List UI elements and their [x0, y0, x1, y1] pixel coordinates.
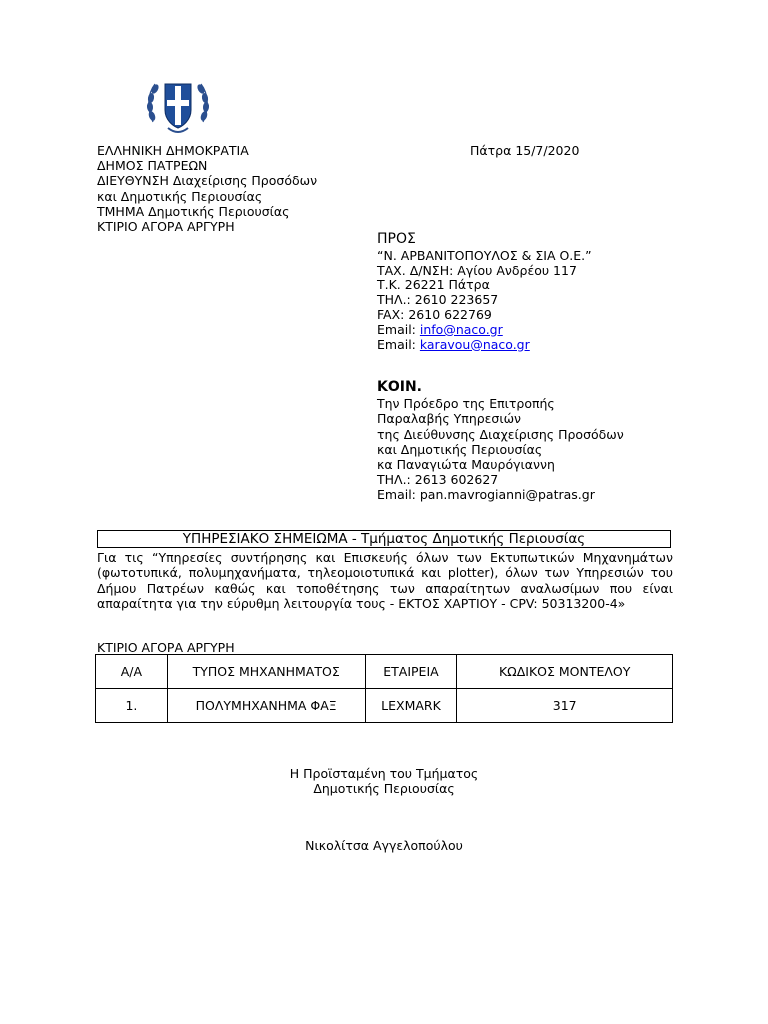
sender-line: ΤΜΗΜΑ Δημοτικής Περιουσίας	[97, 203, 290, 219]
signature-title-line: Η Προϊσταμένη του Τμήματος	[289, 766, 479, 781]
machines-table	[95, 654, 673, 723]
email-link-karavou[interactable]: karavou@naco.gr	[419, 336, 530, 352]
signature-title	[0, 766, 768, 796]
sender-line: ΔΙΕΥΘΥΝΣΗ Διαχείρισης Προσόδων	[97, 173, 318, 189]
email-label: Email:	[377, 336, 420, 352]
cc-line: κα Παναγιώτα Μαυρόγιαννη	[377, 457, 555, 473]
signature-name: Νικολίτσα Αγγελοπούλου	[305, 838, 463, 853]
table-header-cell: Α/Α	[96, 655, 168, 689]
recipient-address: ΤΑΧ. Δ/ΝΣΗ: Αγίου Ανδρέου 117	[377, 262, 577, 278]
recipient-header: ΠΡΟΣ	[377, 231, 416, 247]
memo-title-box: ΥΠΗΡΕΣΙΑΚΟ ΣΗΜΕΙΩΜΑ - Τμήματος Δημοτικής Περιουσίας	[97, 530, 671, 548]
greek-coat-of-arms-emblem	[143, 70, 213, 140]
sender-line: και Δημοτικής Περιουσίας	[97, 188, 263, 204]
sender-block	[97, 143, 317, 234]
cc-header: ΚΟΙΝ.	[377, 379, 422, 395]
table-cell: LEXMARK	[365, 689, 457, 723]
cc-line: της Διεύθυνσης Διαχείρισης Προσόδων	[377, 426, 624, 442]
recipient-phone: ΤΗΛ.: 2610 223657	[377, 292, 499, 308]
table-header-cell: ΚΩΔΙΚΟΣ ΜΟΝΤΕΛΟΥ	[457, 655, 673, 689]
table-header-row	[96, 655, 673, 689]
recipient-email-row	[377, 338, 592, 353]
sender-line: ΕΛΛΗΝΙΚΗ ΔΗΜΟΚΡΑΤΙΑ	[97, 143, 249, 158]
table-row	[96, 689, 673, 723]
building-label: ΚΤΙΡΙΟ ΑΓΟΡΑ ΑΡΓΥΡΗ	[97, 640, 235, 655]
recipient-email-row	[377, 323, 592, 338]
sender-line: ΚΤΙΡΙΟ ΑΓΟΡΑ ΑΡΓΥΡΗ	[97, 219, 235, 235]
document-date: Πάτρα 15/7/2020	[470, 143, 580, 158]
cc-block	[377, 380, 624, 503]
recipient-block	[377, 232, 592, 352]
table-header-cell: ΤΥΠΟΣ ΜΗΧΑΝΗΜΑΤΟΣ	[167, 655, 365, 689]
cc-line: και Δημοτικής Περιουσίας	[377, 441, 543, 457]
email-link-info[interactable]: info@naco.gr	[419, 321, 503, 337]
recipient-company: “Ν. ΑΡΒΑΝΙΤΟΠΟΥΛΟΣ & ΣΙΑ Ο.Ε.”	[377, 247, 592, 263]
email-label: Email:	[377, 321, 420, 337]
table-cell: ΠΟΛΥΜΗΧΑΝΗΜΑ ΦΑΞ	[167, 689, 365, 723]
cc-line: Παραλαβής Υπηρεσιών	[377, 411, 522, 427]
table-cell: 1.	[96, 689, 168, 723]
cc-line: Email: pan.mavrogianni@patras.gr	[377, 487, 595, 503]
table-cell: 317	[457, 689, 673, 723]
memo-body: Για τις “Υπηρεσίες συντήρησης και Επισκευής όλων των Εκτυπωτικών Μηχανημάτων (φωτοτυπικά, πολυμηχανήματα, τηλεομοιοτυπικά και plotter), όλων των Υπηρεσιών του Δήμου Πατρέων καθώς και τοποθέτησης των απαραίτητων αναλωσίμων που είναι απαραίτητα για την εύρυθμη λειτουργία τους - ΕΚΤΟΣ ΧΑΡΤΙΟΥ - CPV: 50313200-4»	[97, 550, 673, 612]
recipient-fax: FAX: 2610 622769	[377, 306, 492, 322]
sender-line: ΔΗΜΟΣ ΠΑΤΡΕΩΝ	[97, 158, 208, 174]
signature-title-line: Δημοτικής Περιουσίας	[313, 781, 455, 797]
cc-line: Την Πρόεδρο της Επιτροπής	[377, 396, 555, 412]
cc-line: ΤΗΛ.: 2613 602627	[377, 472, 499, 488]
recipient-postal: Τ.Κ. 26221 Πάτρα	[377, 277, 490, 293]
table-header-cell: ΕΤΑΙΡΕΙΑ	[365, 655, 457, 689]
